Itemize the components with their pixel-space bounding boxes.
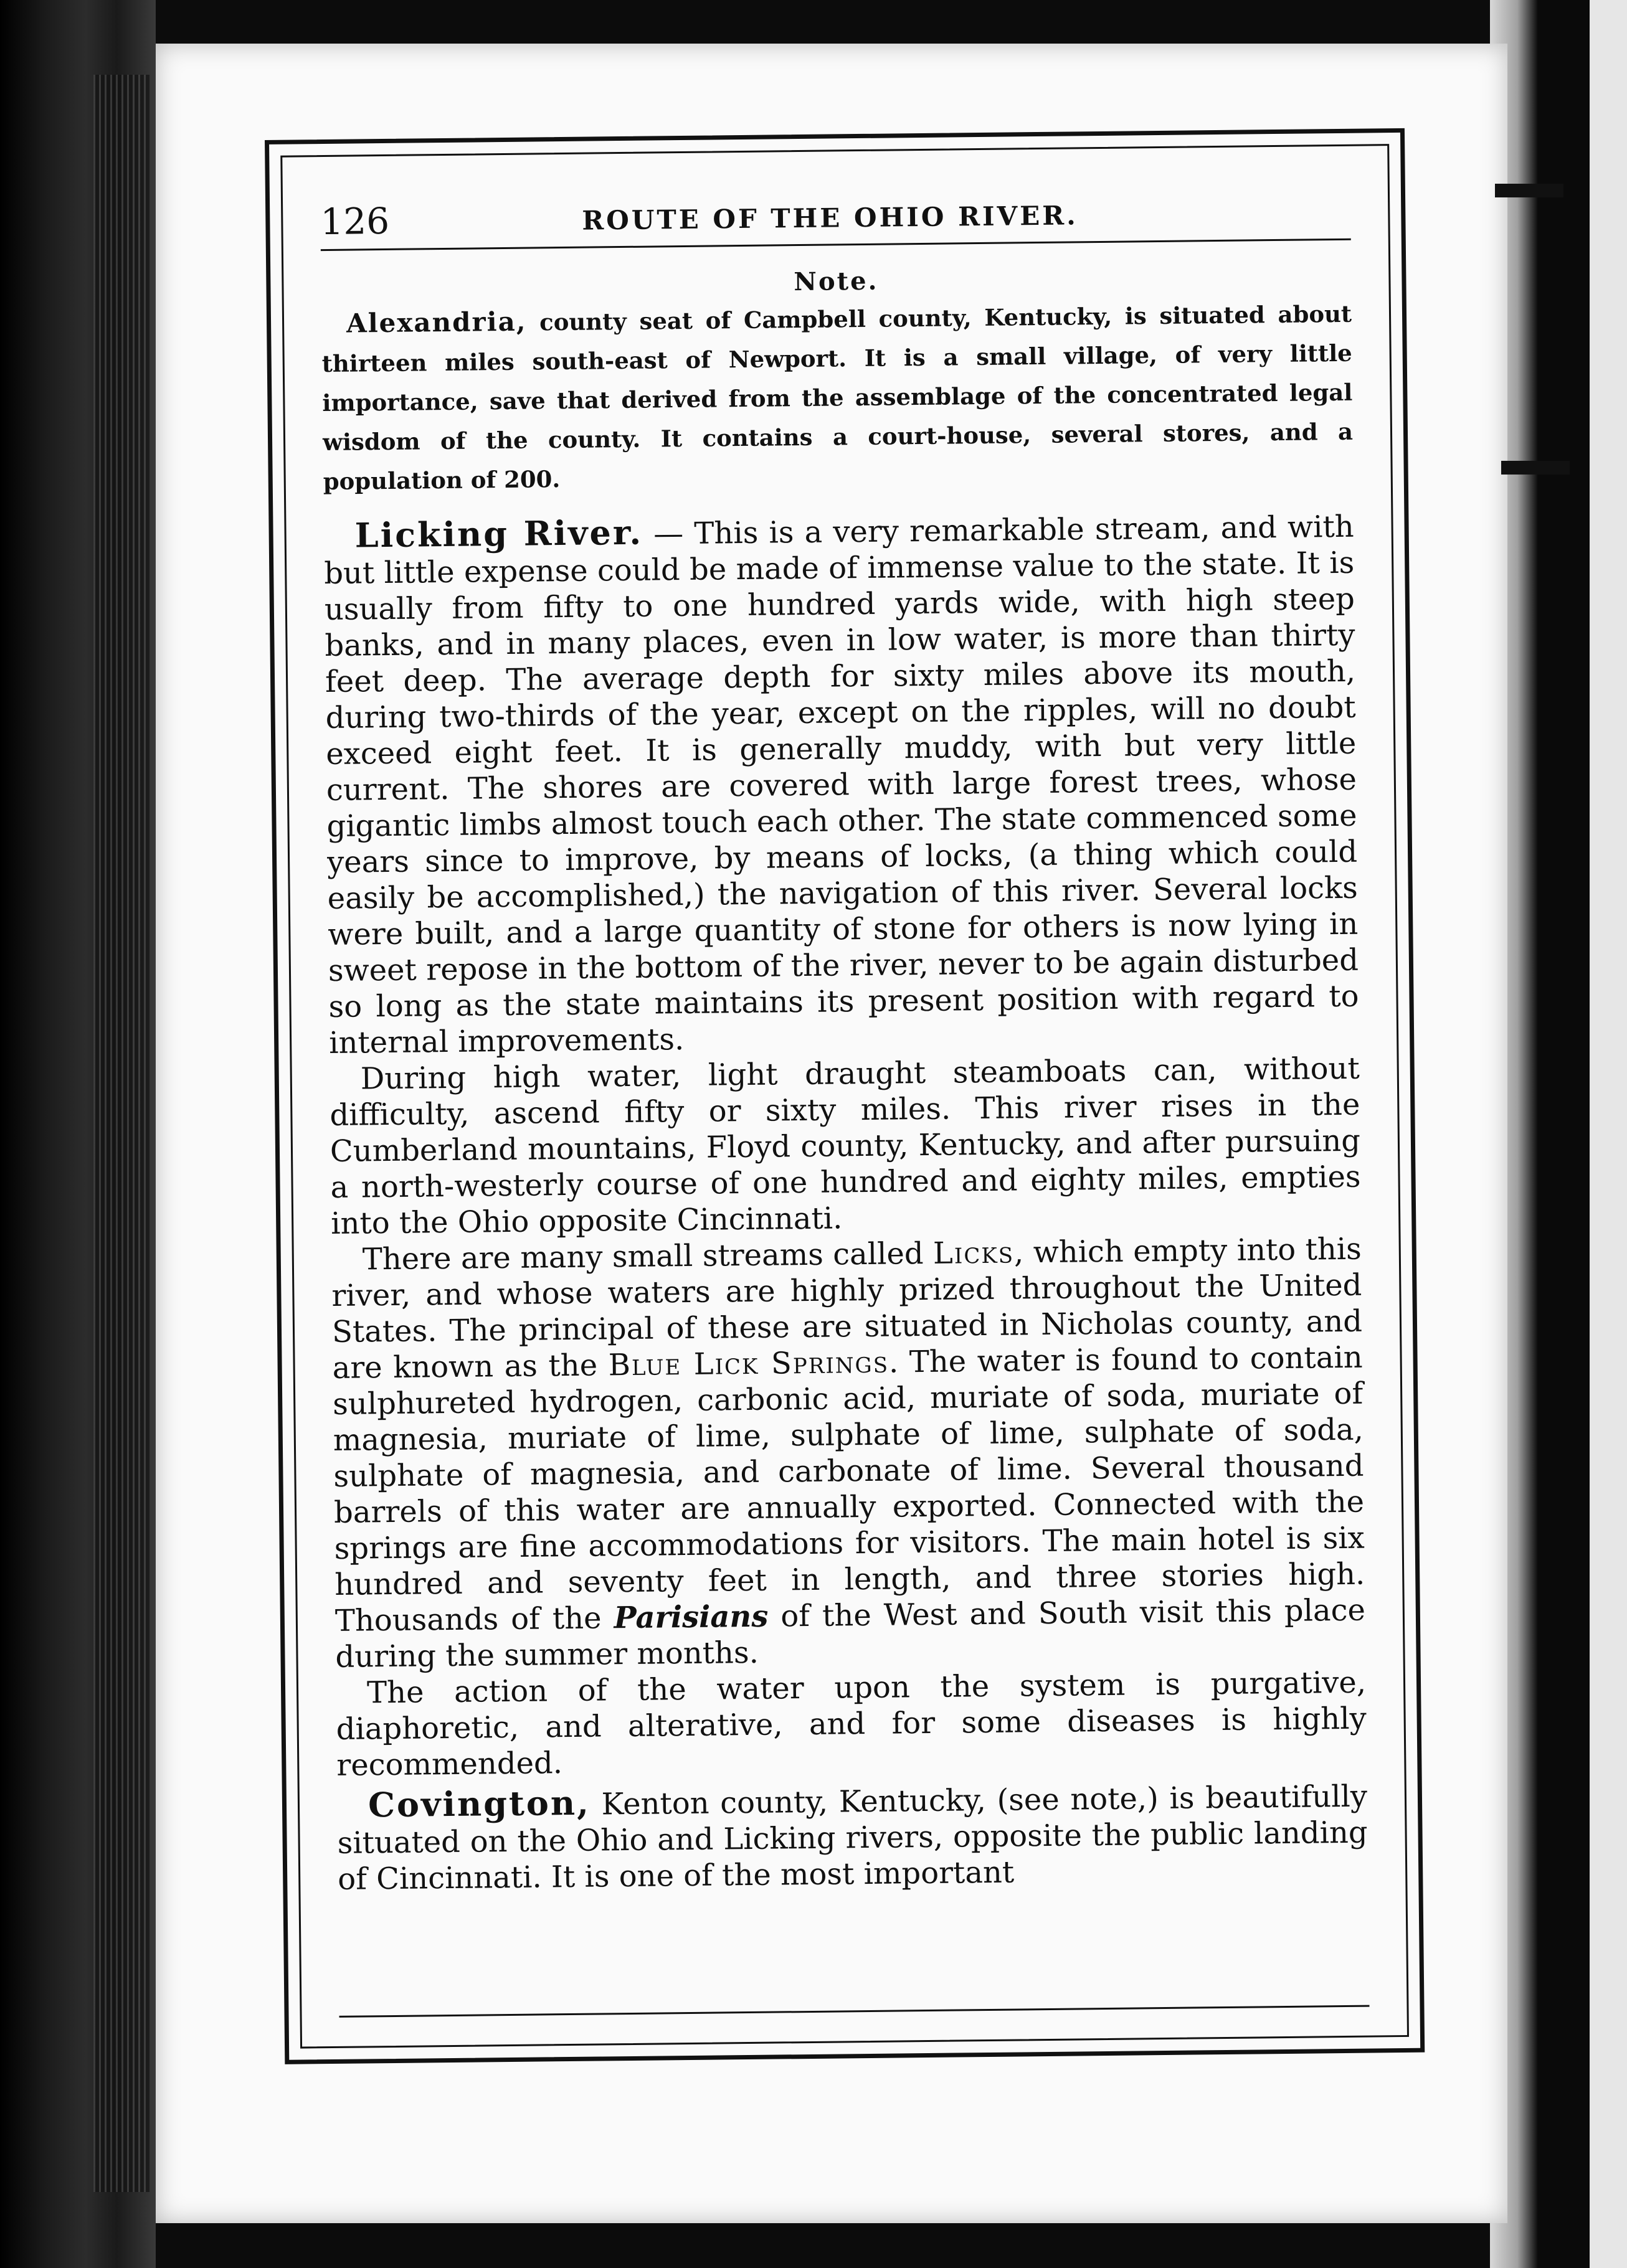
para3-text-b: , which empty into this river, and whose waters are highly prized throughout the United States. The principal of these are situated in Nicholas county, and are known as the [331,1231,1363,1386]
licking-paragraph-2: During high water, light draught steamboats can, without difficulty, ascend fifty or sixty miles. This river rises in the Cumberland mountains, Floyd county, Kentucky, and after pursuing a north-westerly course of one hundred and eighty miles, empties into the Ohio opposite Cincinnati. [330,1051,1361,1241]
licks-term: Licks [932,1235,1015,1271]
licking-paragraph-3 [331,1231,1366,1675]
page-header [320,171,1351,243]
blue-lick-springs-term: Blue Lick Springs [608,1344,889,1383]
licking-paragraph-4: The action of the water upon the system is purgative, diaphoretic, and alterative, and for some diseases is highly recommended. [336,1665,1367,1783]
para3-text-d: of the West and South visit this place during the summer months. [335,1592,1366,1675]
note-heading: Note. [794,266,879,297]
binding-tab [1501,461,1570,475]
alexandria-name: Alexandria, [346,306,527,339]
covington-heading: Covington, [368,1782,591,1825]
covington-text: Kenton county, Kentucky, (see note,) is beautifully situated on the Ohio and Licking rivers, opposite the public landing of Cincinnati. It is one of the most important [337,1779,1368,1897]
em-dash: — [642,516,695,552]
page-border-outer [265,128,1425,2064]
page-content [320,171,1370,2021]
adjacent-page-edge [1590,0,1627,2268]
parisians-term: Parisians [614,1599,769,1636]
footer-rule [339,2005,1370,2018]
page-number: 126 [320,199,390,243]
licking-river-heading: Licking River. [354,512,643,555]
page-edges [93,75,149,2192]
binding-tab [1495,184,1563,197]
para3-text-a: There are many small streams called [362,1236,934,1277]
page-border-inner [280,144,1409,2048]
header-rule [321,239,1351,251]
note-alexandria [321,293,1354,501]
licking-para1-text: This is a very remarkable stream, and with but little expense could be made of immense value to the state. It is usually from fifty to one hundred yards wide, with high steep banks, and in many places, even in low water, is more than thirty feet deep. The average depth for sixty miles above its mouth, during two-thirds of the year, except on the ripples, will no doubt exceed eight feet. It is generally muddy, with but very little current. The shores are covered with large forest trees, whose gigantic limbs almost touch each other. The state commenced some years since to improve, by means of locks, (a thing which could easily be accomplished,) the navigation of this river. Several locks were built, and a large quantity of stone for others is now lying in sweet repose in the bottom of the river, never to be again disturbed so long as the state maintains its present position with regard to internal improvements. [324,509,1359,1061]
para3-text-c: . The water is found to contain sulphureted hydrogen, carbonic acid, muriate of soda, muriate of magnesia, muriate of lime, sulphate of lime, sulphate of soda, sulphate of magnesia, and carbonate of lime. Several thousand barrels of this water are annually exported. Connected with the springs are fine accommodations for visitors. The main hotel is six hundred and seventy feet in length, and three stories high. Thousands of the [332,1340,1365,1638]
covington-paragraph [337,1777,1368,1897]
running-head: ROUTE OF THE OHIO RIVER. [582,200,1078,236]
alexandria-text: county seat of Campbell county, Kentucky, is situated about thirteen miles south-east of Newport. It is a small village, of very little importance, save that derived from the assemblage of the concentrated legal wisdom of the county. It contains a court-house, several stores, and a population of 200. [321,300,1354,496]
licking-paragraph-1 [323,507,1359,1061]
